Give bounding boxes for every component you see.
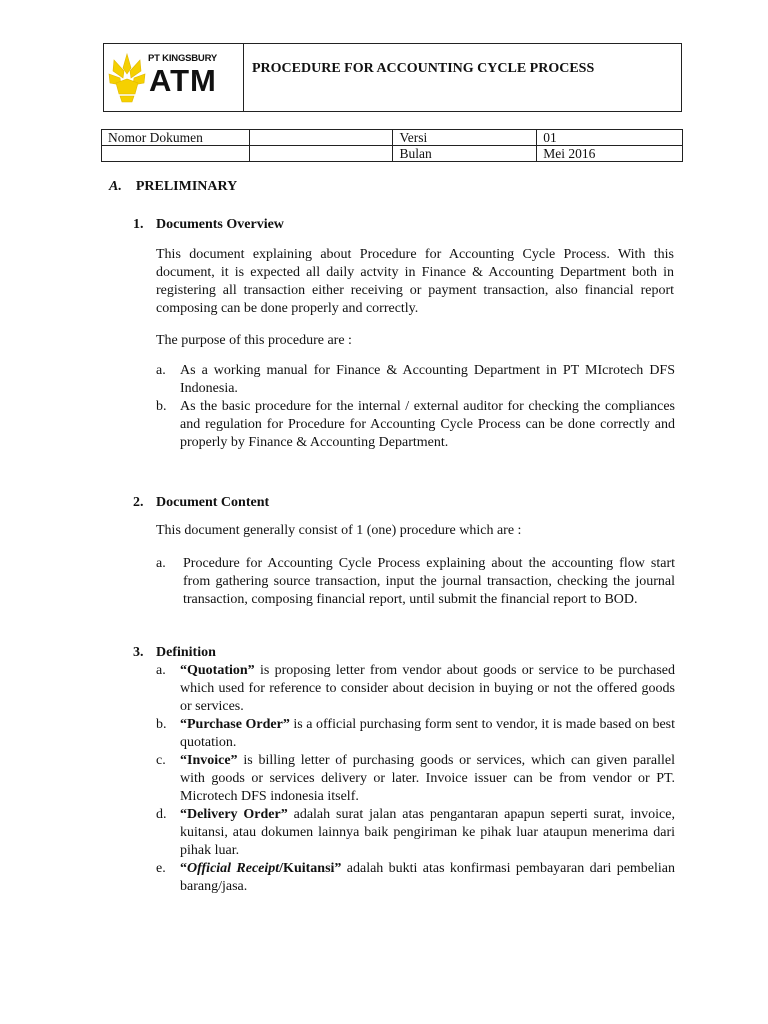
list-marker: a. — [156, 663, 166, 678]
logo-company-name: PT KINGSBURY — [148, 53, 218, 64]
subsection-number: 1. — [133, 217, 144, 232]
table-cell — [249, 130, 393, 146]
definition-item — [156, 752, 675, 806]
document-meta-table — [101, 129, 683, 162]
document-header — [103, 43, 682, 112]
definition-term: “Invoice” — [180, 753, 238, 768]
subsection-number: 3. — [133, 645, 144, 660]
list-item — [156, 555, 675, 609]
crown-logo-icon — [108, 52, 146, 104]
content-intro: This document generally consist of 1 (one) procedure which are : — [156, 523, 522, 538]
section-letter: A. — [109, 179, 122, 194]
logo-cell — [104, 44, 244, 111]
definition-term: “Purchase Order” — [180, 717, 290, 732]
definition-item — [156, 860, 675, 896]
list-marker: e. — [156, 861, 166, 876]
table-cell: Mei 2016 — [537, 146, 683, 162]
table-cell: Nomor Dokumen — [102, 130, 250, 146]
term-italic: Official Receipt — [187, 861, 280, 876]
table-row — [102, 146, 683, 162]
definition-term — [180, 861, 341, 876]
list-marker: d. — [156, 807, 167, 822]
subsection-heading — [133, 217, 284, 233]
subsection-heading — [133, 645, 216, 661]
document-title: PROCEDURE FOR ACCOUNTING CYCLE PROCESS — [252, 61, 595, 76]
logo-brand: ATM — [149, 63, 217, 98]
table-cell: Versi — [393, 130, 537, 146]
term-quote: “ — [180, 861, 187, 876]
overview-paragraph: This document explaining about Procedure for Accounting Cycle Process. With this document, it is expected all daily actvity in Finance & Accounting Department both in registering all transaction either receiving or payment transaction, also financial report composing can be done properly and correctly. — [156, 247, 674, 316]
subsection-heading — [133, 495, 269, 511]
definition-text: adalah surat jalan atas pengantaran apapun seperti surat, invoice, kuitansi, atau dokumen lainnya baik pengiriman ke pihak luar ataupun menerima dari pihak luar. — [180, 807, 675, 858]
subsection-title: Definition — [156, 645, 216, 660]
list-item-text: As the basic procedure for the internal / external auditor for checking the compliances and regulation for Procedure for Accounting Cycle Process can be done correctly and properly by Finance & Accounting Department. — [180, 399, 675, 450]
section-title: PRELIMINARY — [135, 179, 238, 194]
subsection-title: Document Content — [156, 495, 270, 510]
definition-item — [156, 806, 675, 860]
list-marker: a. — [156, 363, 166, 378]
table-row — [102, 130, 683, 146]
definition-item — [156, 662, 675, 716]
subsection-title: Documents Overview — [156, 217, 284, 232]
purpose-intro: The purpose of this procedure are : — [156, 333, 352, 348]
definition-term: “Quotation” — [180, 663, 255, 678]
definition-text: is billing letter of purchasing goods or services, which can given parallel with goods or services delivery or later. Invoice issuer can be from vendor or PT. Microtech DFS indonesia itself. — [180, 753, 675, 804]
definition-item — [156, 716, 675, 752]
term-rest: /Kuitansi” — [279, 861, 342, 876]
subsection-number: 2. — [133, 495, 144, 510]
list-marker: c. — [156, 753, 166, 768]
list-marker: b. — [156, 717, 167, 732]
list-item — [156, 362, 675, 398]
table-cell: Bulan — [393, 146, 537, 162]
definition-text: is a official purchasing form sent to vendor, it is made based on best quotation. — [180, 717, 675, 750]
table-cell — [102, 146, 250, 162]
table-cell — [249, 146, 393, 162]
definition-text: adalah bukti atas konfirmasi pembayaran dari pembelian barang/jasa. — [180, 861, 676, 894]
list-item-text: Procedure for Accounting Cycle Process explaining about the accounting flow start from gathering source transaction, input the journal transaction, checking the journal transaction, composing financial report, until submit the financial report to BOD. — [183, 556, 675, 607]
list-marker: b. — [156, 399, 167, 414]
definition-text: is proposing letter from vendor about goods or service to be purchased which used for reference to consider about decision in buying or not the offered goods or services. — [180, 663, 675, 714]
list-marker: a. — [156, 556, 166, 571]
definition-term: “Delivery Order” — [180, 807, 288, 822]
table-cell: 01 — [537, 130, 683, 146]
list-item — [156, 398, 675, 452]
list-item-text: As a working manual for Finance & Accounting Department in PT MIcrotech DFS Indonesia. — [180, 363, 675, 396]
section-heading — [109, 179, 237, 195]
